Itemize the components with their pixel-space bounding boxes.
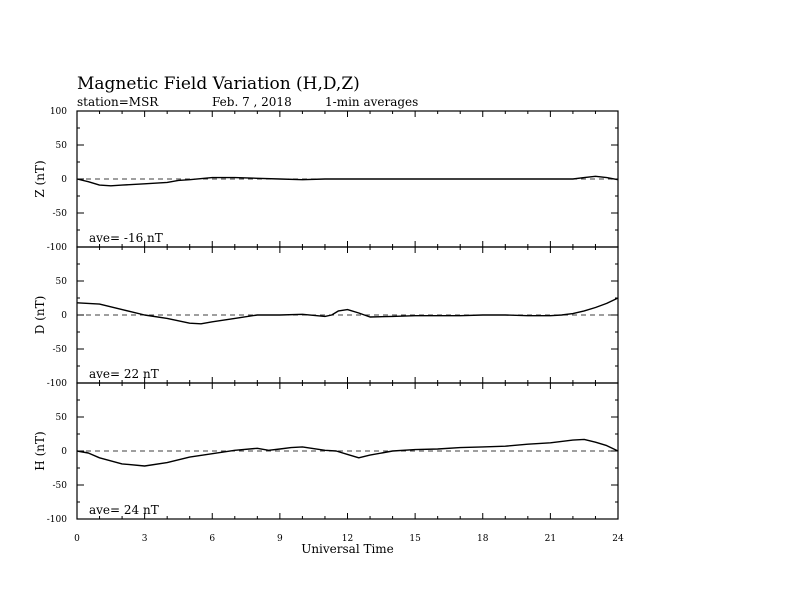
y-tick-label-d: -50 <box>52 345 67 355</box>
x-tick-label: 24 <box>612 534 624 544</box>
y-tick-label-d: -100 <box>46 379 67 389</box>
x-axis-label: Universal Time <box>301 542 394 556</box>
y-axis-label-h: H (nT) <box>33 431 47 471</box>
average-label-z: ave= -16 nT <box>89 231 163 245</box>
x-tick-label: 15 <box>409 534 421 544</box>
series-line-z <box>77 176 618 186</box>
average-label-d: ave= 22 nT <box>89 367 159 381</box>
y-tick-label-z: 50 <box>55 141 67 151</box>
x-tick-label: 0 <box>74 534 80 544</box>
station-label: station=MSR <box>77 95 159 109</box>
average-label-h: ave= 24 nT <box>89 503 159 517</box>
x-tick-label: 12 <box>341 534 354 544</box>
y-tick-label-z: -50 <box>52 209 67 219</box>
y-tick-label-z: -100 <box>46 243 67 253</box>
date-label: Feb. 7 , 2018 <box>212 95 292 109</box>
y-tick-label-h: 0 <box>61 447 67 457</box>
x-tick-label: 21 <box>544 534 557 544</box>
averaging-label: 1-min averages <box>325 95 419 109</box>
y-tick-label-h: -100 <box>46 515 67 525</box>
series-line-h <box>77 439 618 466</box>
y-tick-label-z: 100 <box>49 107 67 117</box>
x-tick-label: 3 <box>141 534 148 544</box>
x-tick-label: 6 <box>209 534 216 544</box>
y-tick-label-z: 0 <box>61 175 67 185</box>
x-tick-label: 9 <box>277 534 283 544</box>
y-axis-label-d: D (nT) <box>33 295 47 335</box>
y-tick-label-h: 50 <box>55 413 67 423</box>
y-tick-label-d: 0 <box>61 311 67 321</box>
y-axis-label-z: Z (nT) <box>33 160 47 198</box>
y-tick-label-h: -50 <box>52 481 67 491</box>
chart-title: Magnetic Field Variation (H,D,Z) <box>77 74 360 94</box>
series-line-d <box>77 298 618 324</box>
y-tick-label-d: 50 <box>55 277 67 287</box>
x-tick-label: 18 <box>477 534 489 544</box>
